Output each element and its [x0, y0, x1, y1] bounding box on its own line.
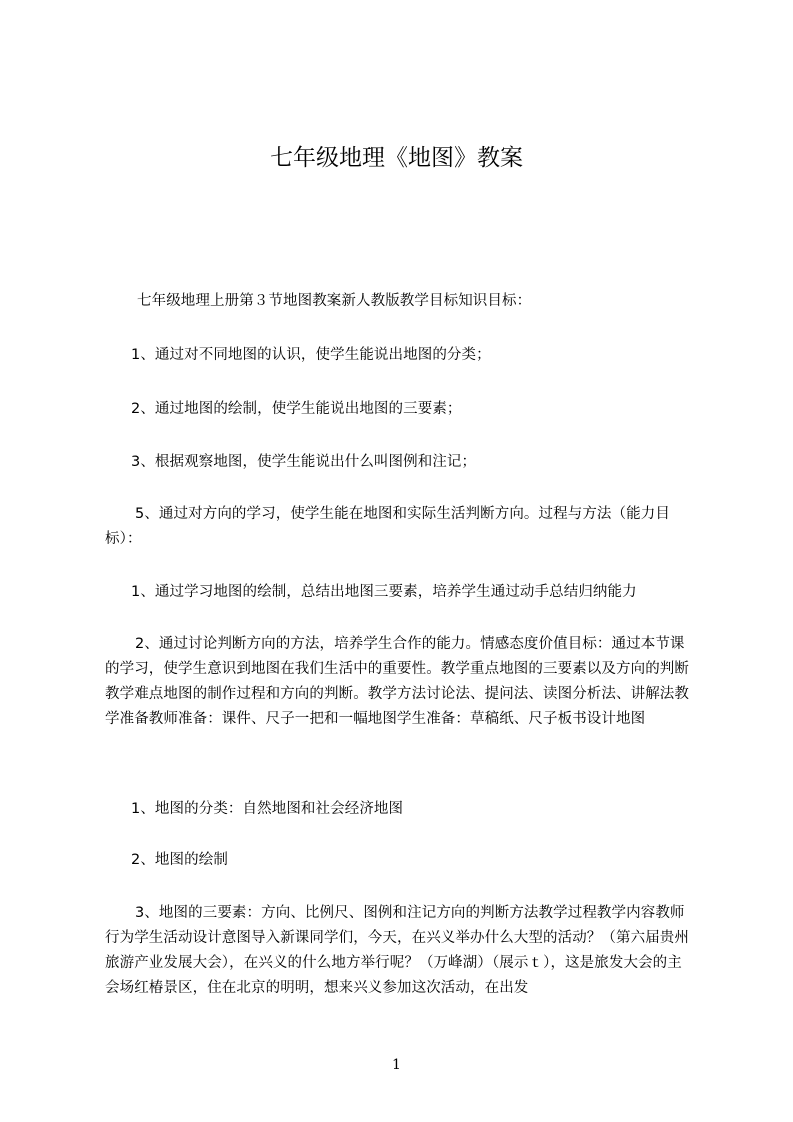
paragraph-knowledge-3: 3、根据观察地图，使学生能说出什么叫图例和注记； [131, 454, 477, 470]
paragraph-objectives-intro: 七年级地理上册第３节地图教案新人教版教学目标知识目标： [137, 293, 532, 309]
paragraph-knowledge-1: 1、通过对不同地图的认识，使学生能说出地图的分类； [131, 347, 491, 363]
paragraph-board-1: 1、地图的分类：自然地图和社会经济地图 [131, 801, 404, 817]
paragraph-process-1: 1、通过学习地图的绘制，总结出地图三要素，培养学生通过动手总结归纳能力 [131, 584, 637, 600]
paragraph-board-3: 3、地图的三要素：方向、比例尺、图例和注记方向的判断方法教学过程教学内容教师行为学生活动设计意图导入新课同学们，今天，在兴义举办什么大型的活动？（第六届贵州旅游产业发展大会），在兴义的什么地方举行呢？（万峰湖）（展示ｔ），这是旅发大会的主会场红椿景区，住在北京的明明，想来兴义参加这次活动，在出发 [105, 905, 689, 996]
document-title: 七年级地理《地图》教案 [270, 145, 523, 171]
paragraph-knowledge-2: 2、通过地图的绘制，使学生能说出地图的三要素； [131, 401, 462, 417]
page-number: 1 [392, 1057, 401, 1073]
paragraph-board-2: 2、地图的绘制 [131, 852, 228, 868]
paragraph-process-2: 2、通过讨论判断方向的方法，培养学生合作的能力。情感态度价值目标：通过本节课的学习，使学生意识到地图在我们生活中的重要性。教学重点地图的三要素以及方向的判断教学难点地图的制作过程和方向的判断。教学方法讨论法、提问法、读图分析法、讲解法教学准备教师准备：课件、尺子一把和一幅地图学生准备：草稿纸、尺子板书设计地图 [105, 636, 689, 727]
paragraph-knowledge-5: 5、通过对方向的学习，使学生能在地图和实际生活判断方向。过程与方法（能力目标）： [105, 506, 670, 547]
